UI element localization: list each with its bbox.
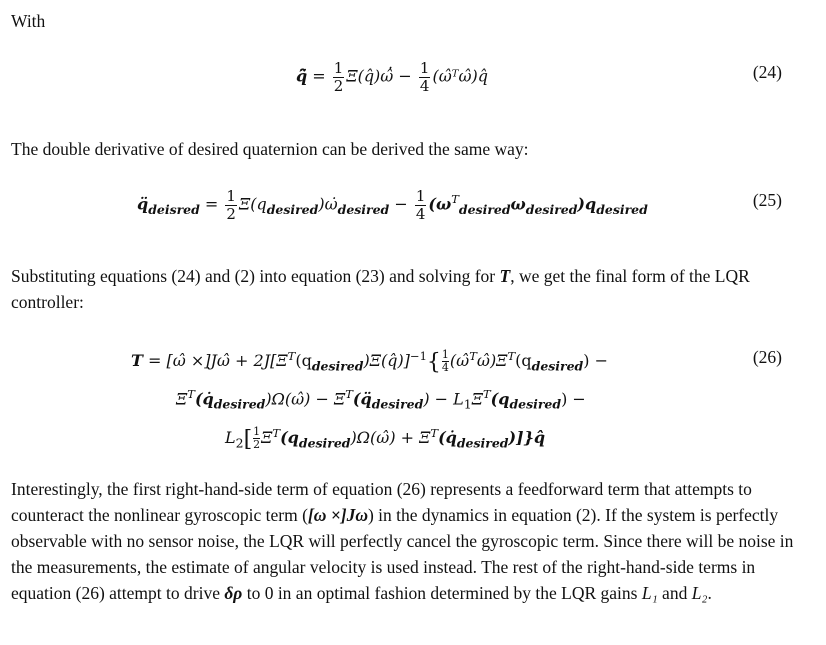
paragraph-interestingly: Interestingly, the first right-hand-side term of equation (26) represents a feedforward term that attempts to counteract the nonlinear gyroscopic term ([ω ×]Jω) in the dynamics in equation (2). If the system is perfectly observable with no sensor noise, the LQR will perfectly cancel the gyroscopic term. Since there will be noise in the measurements, the estimate of angular velocity is used instead. The rest of the right-hand-side terms in equation (26) attempt to drive δρ to 0 in an optimal fashion determined by the LQR gains L₁ and L₂. <box>11 479 794 603</box>
equation-24: q̈̂ = $\frac{1}{2}$ Ξ(q̂)ω̂̇ − $\frac{1}{4}$ (ω̂ᵀω̂)q̂ <box>296 59 489 95</box>
eq26-frac-half: $\frac{1}{2}$ <box>253 425 261 452</box>
eq24-lhs: q̈̂ <box>296 66 308 86</box>
equation-26-line-1: T = [ω̂ ×]Jω̂ + $2J[\Xi^T(q_{desired})\Xi(q̂)]^{-1}${ $\frac{1}{4}$ $(\omegâ^T\omegâ)\Xi^T(q_{desired})$ − <box>131 348 608 376</box>
equation-26-line-3: $L_2$[ $\frac{1}{2}$ $\Xi^T(q_{desired})\Omega(\omegâ)$ + $\Xi^T(q̇_{desired})]\}q̂$ <box>225 425 546 453</box>
paragraph-substituting: Substituting equations (24) and (2) into equation (23) and solving for T, we get the final form of the LQR controller: <box>11 266 750 312</box>
eq26-frac-quarter: $\frac{1}{4}$ <box>441 348 449 375</box>
paragraph-double-derivative: The double derivative of desired quaternion can be derived the same way: <box>11 139 529 159</box>
equation-25-number: (25) <box>752 190 782 210</box>
equation-26-number: (26) <box>752 347 782 367</box>
eq24-frac-quarter: $\frac{1}{4}$ <box>419 59 430 95</box>
equation-26-line-2: $\Xi^T(q̇_{desired})\Omega(\omegâ)$ − $\Xi^T(q̈_{desired}) - L_1\Xi^T(q_{desired})$ − <box>176 387 586 412</box>
equation-25: $q̈_{deisred}$ = $\frac{1}{2}$ $\Xi(q_{desired})\omegȧ_{desired}$ − $\frac{1}{4}$ $(\omega^T_{desired}\omega_{desired})q_{desired}$ <box>137 187 648 223</box>
eq24-frac-half: $\frac{1}{2}$ <box>333 59 344 95</box>
eq25-frac-quarter: $\frac{1}{4}$ <box>415 187 426 223</box>
equation-24-number: (24) <box>752 62 782 82</box>
intro-text: With <box>11 11 46 31</box>
eq25-frac-half: $\frac{1}{2}$ <box>226 187 236 223</box>
